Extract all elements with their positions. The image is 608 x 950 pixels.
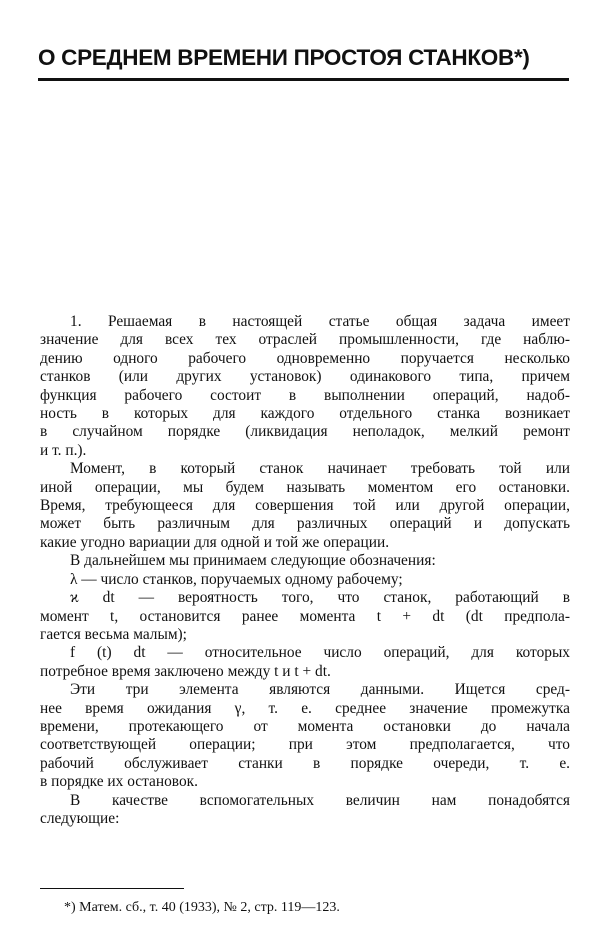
text-line: рабочий обслуживает станки в порядке очереди, т. е. [40, 754, 570, 772]
footnote-rule [40, 888, 184, 889]
text-line: функция рабочего состоит в выполнении операций, надоб- [40, 386, 570, 404]
paragraph-3 [40, 552, 570, 570]
text-line: нее время ожидания γ, т. е. среднее значение промежутка [40, 699, 570, 717]
text-line: f (t) dt — относительное число операций, для которых [70, 644, 570, 662]
text-line: и т. п.). [40, 441, 87, 459]
text-line: дению одного рабочего одновременно поручается несколько [40, 349, 570, 367]
text-line: ность в которых для каждого отдельного станка возникает [40, 405, 570, 423]
text-line: гается весьма малым); [40, 625, 187, 643]
text-line: в порядке их остановок. [40, 773, 198, 791]
text-line: Момент, в который станок начинает требовать той или [70, 460, 570, 478]
text-line: В качестве вспомогательных величин нам понадобятся [70, 791, 570, 809]
text-line: 1. Решаемая в настоящей статье общая задача имеет [70, 313, 570, 330]
text-line: потребное время заключено между t и t + dt. [40, 662, 331, 680]
article-title: О СРЕДНЕМ ВРЕМЕНИ ПРОСТОЯ СТАНКОВ*) [38, 45, 530, 70]
text-line: В дальнейшем мы принимаем следующие обозначения: [70, 552, 436, 570]
text-line: в случайном порядке (ликвидация неполадок, мелкий ремонт [40, 423, 570, 441]
text-line: иной операции, мы будем называть моментом его остановки. [40, 478, 570, 496]
definition-kappa [40, 589, 570, 644]
text-line: соответствующей операции; при этом предполагается, что [40, 736, 570, 754]
text-line: какие угодно вариации для одной и той же операции. [40, 533, 390, 551]
paragraph-1 [40, 313, 570, 460]
footnote: *) Матем. сб., т. 40 (1933), № 2, стр. 119—123. [64, 900, 340, 915]
text-line: Время, требующееся для совершения той или другой операции, [40, 497, 570, 515]
text-line: ϰ dt — вероятность того, что станок, работающий в [70, 589, 570, 607]
text-line: следующие: [40, 809, 120, 827]
text-line: станков (или других установок) одинакового типа, причем [40, 368, 570, 386]
text-line: времени, протекающего от момента остановки до начала [40, 717, 570, 735]
text-line: λ — число станков, поручаемых одному рабочему; [70, 570, 403, 588]
text-line: момент t, остановится ранее момента t + dt (dt предпола- [40, 607, 570, 625]
definition-f [40, 644, 570, 681]
text-line: Эти три элемента являются данными. Ищется сред- [70, 681, 570, 699]
paragraph-2 [40, 460, 570, 552]
text-line: значение для всех тех отраслей промышленности, где наблю- [40, 331, 570, 349]
title-underline [38, 78, 569, 81]
article-body [40, 313, 570, 828]
definition-lambda [40, 571, 570, 589]
text-line: может быть различным для различных операций и допускать [40, 515, 570, 533]
paragraph-5 [40, 792, 570, 829]
paragraph-4 [40, 681, 570, 791]
